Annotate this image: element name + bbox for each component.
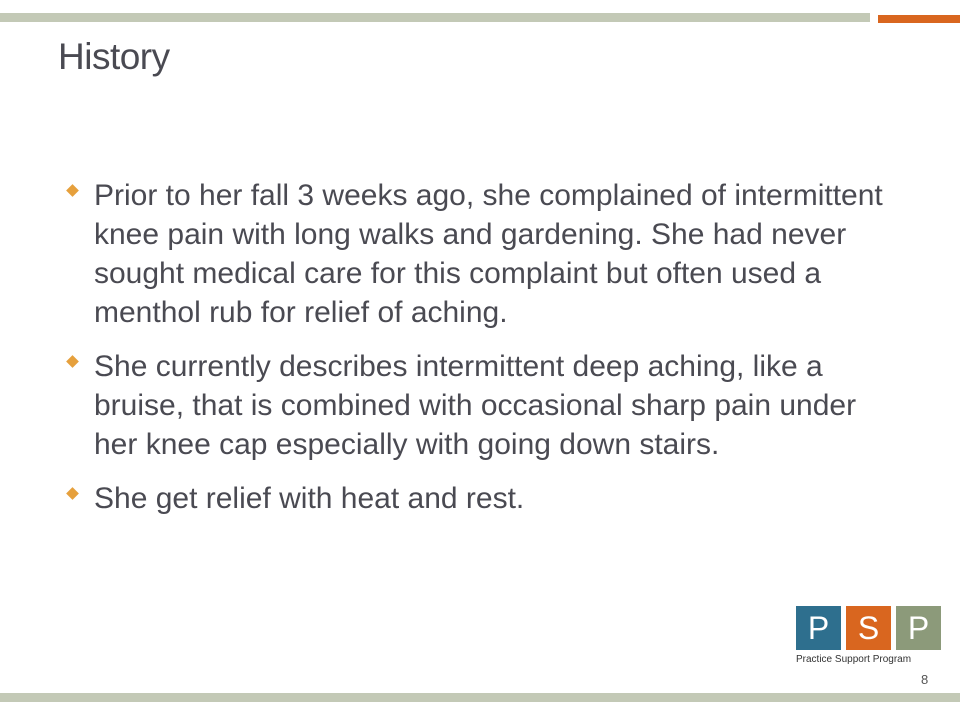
logo-caption: Practice Support Program	[796, 654, 912, 665]
logo-letter-p: P	[796, 606, 841, 650]
bullet-text: She currently describes intermittent deep aching, like a bruise, that is combined with occasional sharp pain under her knee cap especially with going down stairs.	[94, 350, 857, 461]
bullet-item	[64, 479, 894, 518]
bullet-text: Prior to her fall 3 weeks ago, she complained of intermittent knee pain with long walks and gardening. She had never sought medical care for this complaint but often used a menthol rub for relief of aching.	[94, 179, 883, 329]
bullet-list	[64, 176, 894, 533]
bullet-item	[64, 176, 894, 332]
top-accent-bar	[878, 15, 960, 23]
top-divider-bar	[0, 13, 870, 22]
slide-title: History	[58, 36, 170, 77]
slide-number: 8	[921, 672, 929, 687]
diamond-bullet-icon	[66, 487, 79, 500]
logo-letter-s: S	[846, 606, 891, 650]
bullet-text: She get relief with heat and rest.	[94, 482, 525, 515]
bottom-divider-bar	[0, 693, 960, 702]
bullet-item	[64, 347, 894, 464]
logo-letter-p2: P	[896, 606, 941, 650]
psp-logo	[796, 606, 948, 668]
diamond-bullet-icon	[66, 184, 79, 197]
diamond-bullet-icon	[66, 355, 79, 368]
